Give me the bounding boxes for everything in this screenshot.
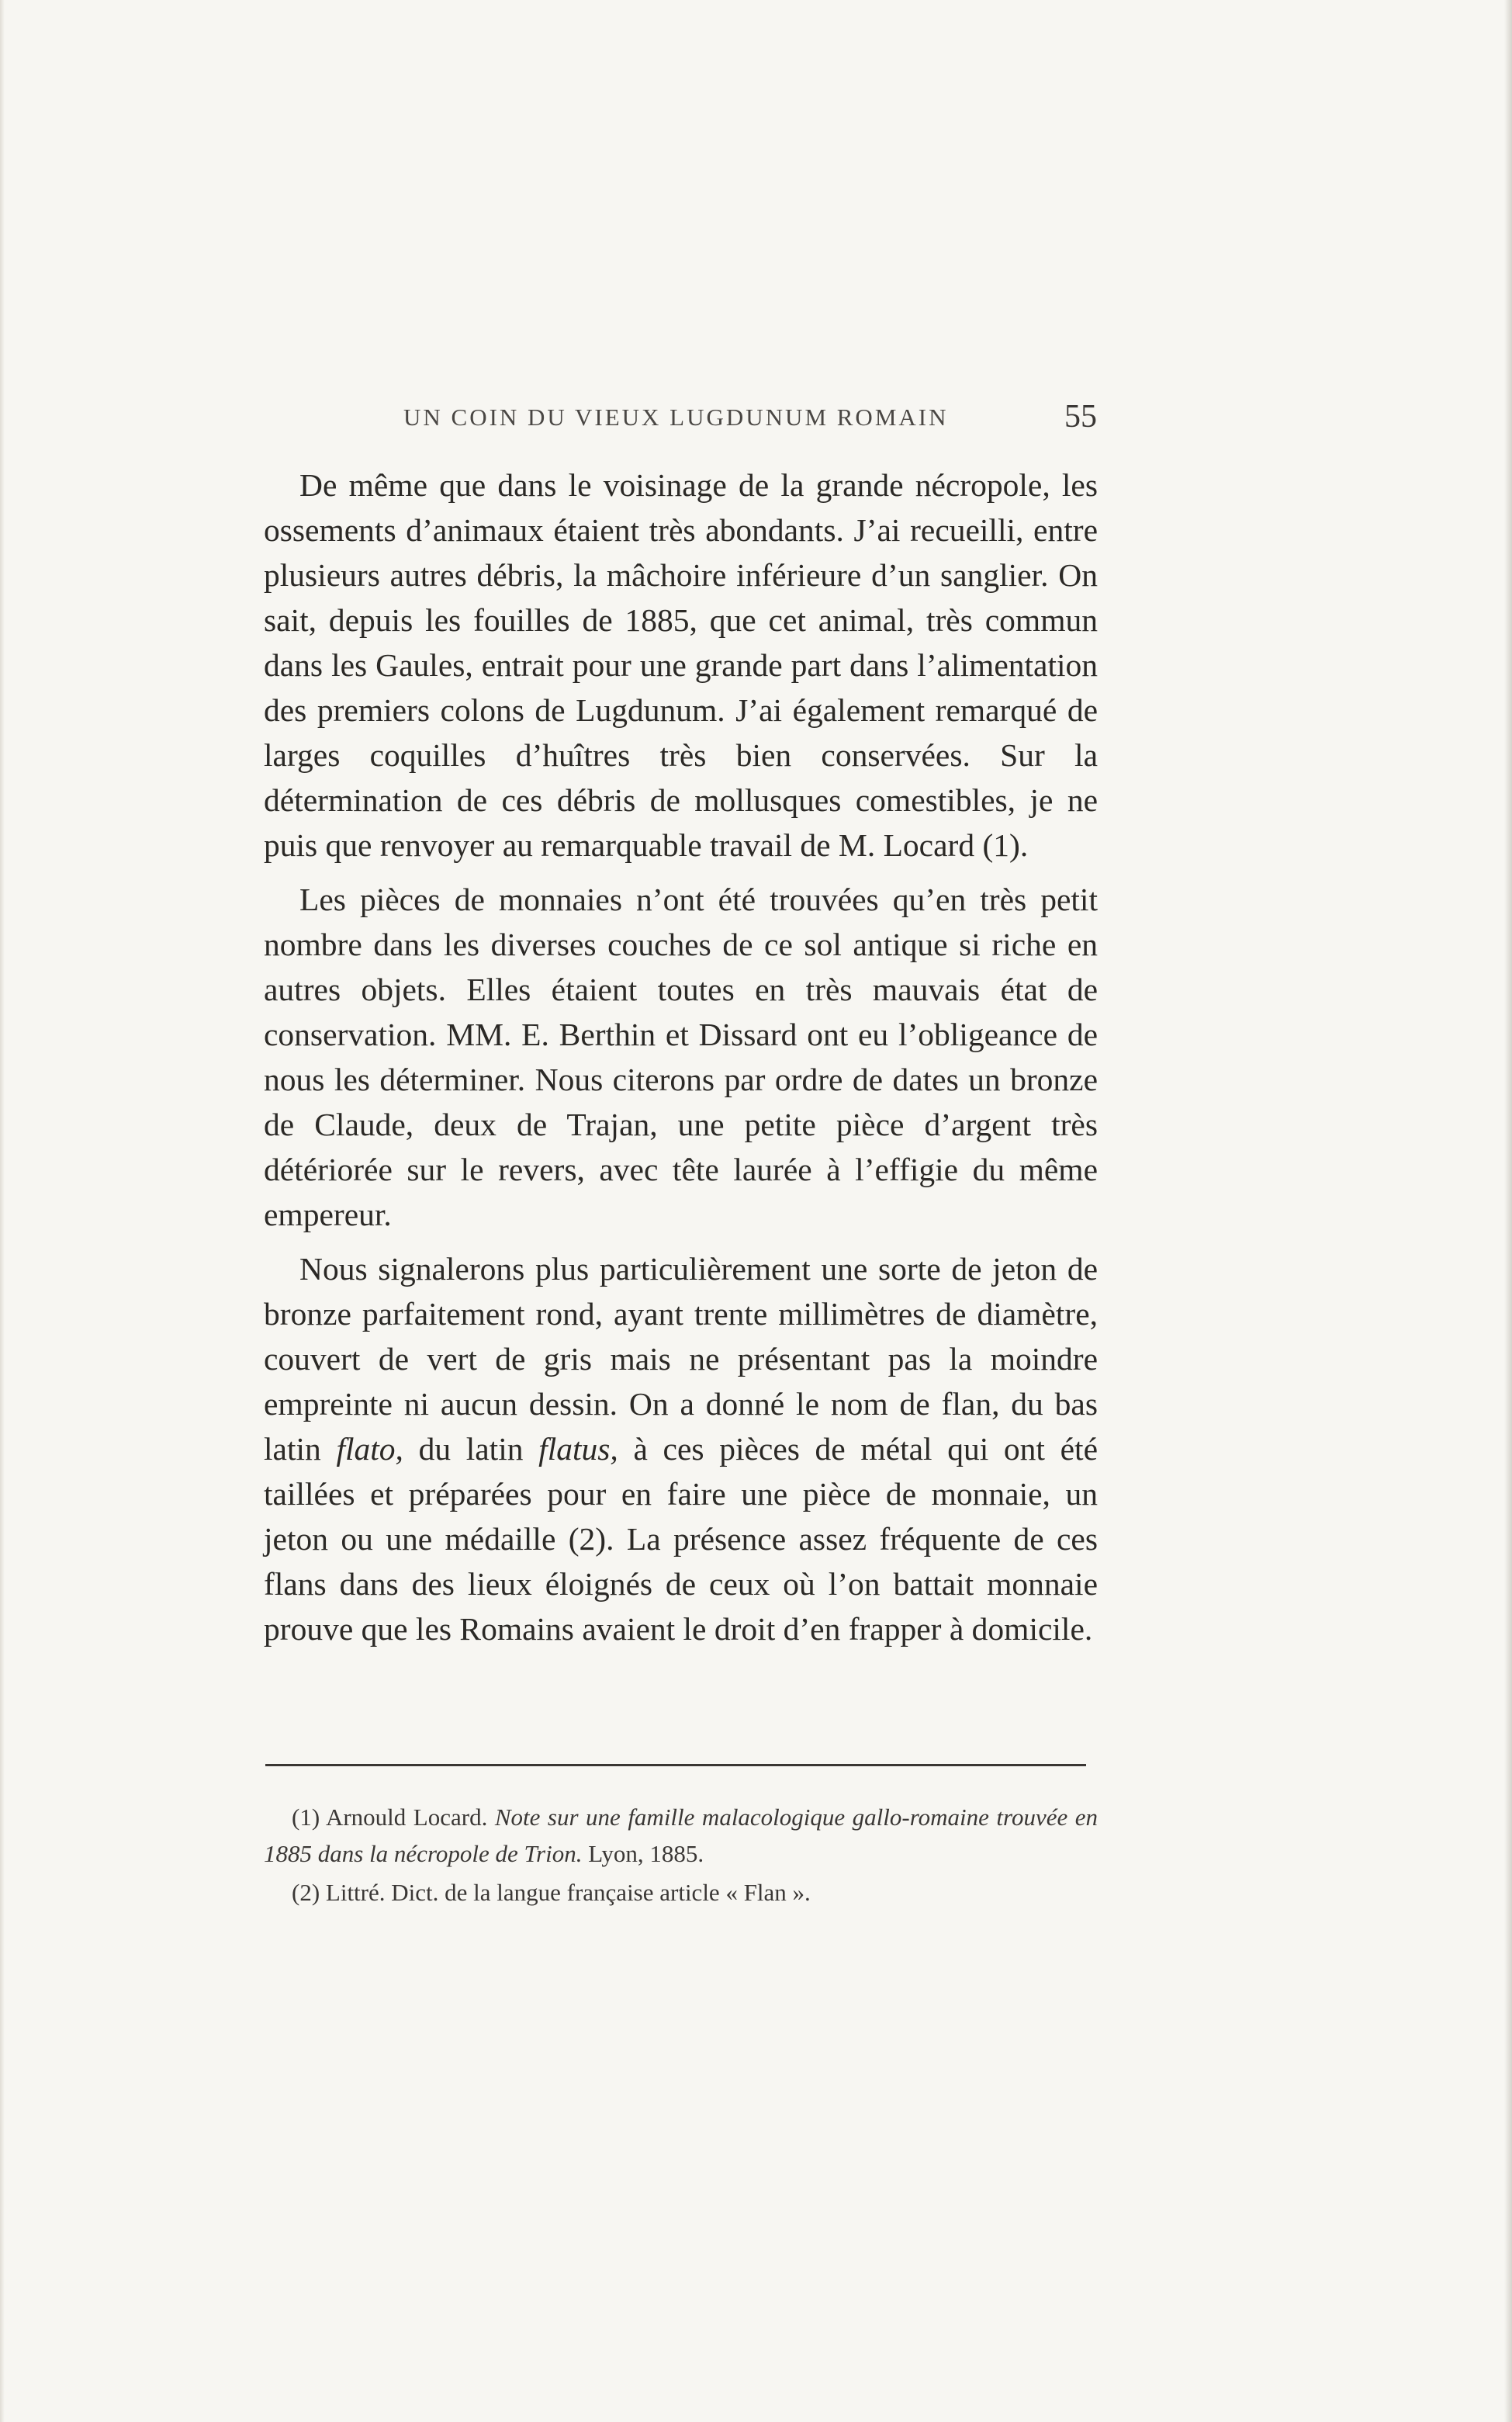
footnote-1-rest: Lyon, 1885. — [582, 1840, 704, 1867]
footnote-1-title: Note sur une famille malacologique gallo-romaine trouvée en 1885 dans la nécropole de Trion. — [264, 1804, 1098, 1867]
footnote-1-marker: (1) — [292, 1804, 320, 1831]
footnotes — [264, 1799, 1098, 1911]
page-number: 55 — [1064, 399, 1097, 435]
paragraph-1: De même que dans le voisinage de la grande nécropole, les ossements d’animaux étaient très abondants. J’ai recueilli, entre plusieurs autres débris, la mâchoire inférieure d’un sanglier. On sait, depuis les fouilles de 1885, que cet animal, très commun dans les Gaules, entrait pour une grande part dans l’alimentation des premiers colons de Lugdunum. J’ai également remarqué de larges coquilles d’huîtres très bien conservées. Sur la détermination de ces débris de mollusques comestibles, je ne puis que renvoyer au remarquable travail de M. Locard (1). — [264, 467, 1098, 863]
footnote-2: (2) Littré. Dict. de la langue française article « Flan ». — [292, 1879, 811, 1906]
page-left-edge — [0, 0, 5, 2422]
page-right-edge — [1504, 0, 1512, 2422]
footnote-separator — [265, 1764, 1086, 1766]
paragraph-3-part-1: Nous signalerons plus particulièrement une sorte de jeton de bronze parfaitement rond, ayant trente millimètres de diamètre, couvert de vert de gris mais ne présentant pas la moindre empreinte ni aucun dessin. On a donné le nom de flan, du bas latin — [264, 1251, 1098, 1467]
paragraph-3 — [264, 1246, 1098, 1651]
italic-term-flatus: flatus, — [538, 1431, 618, 1467]
footnote-1 — [264, 1799, 1098, 1872]
paragraph-3-part-2: du latin — [403, 1431, 539, 1467]
footnote-1-author: Arnould Locard. — [320, 1804, 495, 1831]
main-text — [264, 463, 1098, 1651]
italic-term-flato: flato, — [336, 1431, 403, 1467]
paragraph-3-part-3: à ces pièces de métal qui ont été taillées et préparées pour en faire une pièce de monnaie, un jeton ou une médaille (2). La présence assez fréquente de ces flans dans des lieux éloignés de ceux où l’on battait monnaie prouve que les Romains avaient le droit d’en frapper à domicile. — [264, 1431, 1098, 1647]
paragraph-2: Les pièces de monnaies n’ont été trouvées qu’en très petit nombre dans les diverses couches de ce sol antique si riche en autres objets. Elles étaient toutes en très mauvais état de conservation. MM. E. Berthin et Dissard ont eu l’obligeance de nous les déterminer. Nous citerons par ordre de dates un bronze de Claude, deux de Trajan, une petite pièce d’argent très détériorée sur le revers, avec tête laurée à l’effigie du même empereur. — [264, 882, 1098, 1232]
running-title: UN COIN DU VIEUX LUGDUNUM ROMAIN — [403, 404, 949, 431]
